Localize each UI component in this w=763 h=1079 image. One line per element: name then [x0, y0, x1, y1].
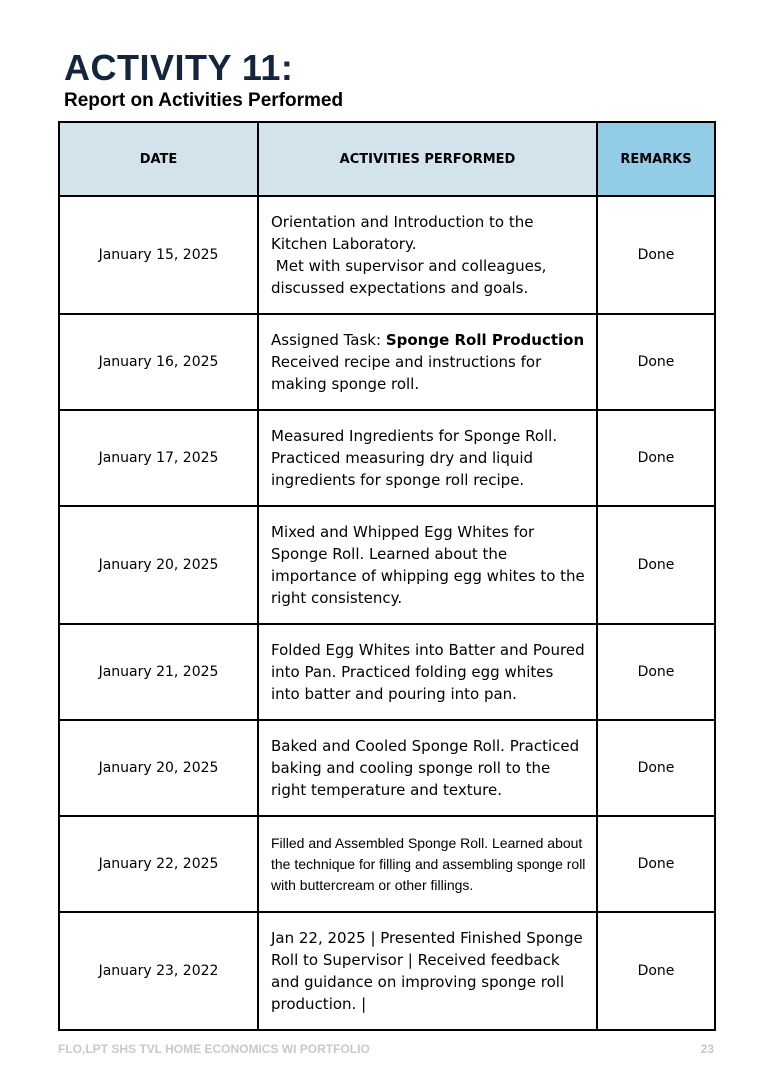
activity-cell [258, 720, 597, 816]
assigned-task-line [271, 329, 586, 351]
activity-text: Measured Ingredients for Sponge Roll. Practiced measuring dry and liquid ingredients for sponge roll recipe. [271, 427, 562, 489]
remarks-cell: Done [597, 912, 715, 1030]
date-cell: January 23, 2022 [59, 912, 258, 1030]
date-cell: January 16, 2025 [59, 314, 258, 410]
table-row [59, 410, 715, 506]
date-cell: January 20, 2025 [59, 506, 258, 624]
remarks-cell: Done [597, 720, 715, 816]
table-row [59, 314, 715, 410]
date-column-header: DATE [59, 122, 258, 196]
table-header-row [59, 122, 715, 196]
activity-cell [258, 816, 597, 912]
activity-text: Orientation and Introduction to the Kitchen Laboratory. [271, 213, 539, 253]
date-cell: January 22, 2025 [59, 816, 258, 912]
activity-cell [258, 196, 597, 314]
table-row [59, 720, 715, 816]
activity-text: Mixed and Whipped Egg Whites for Sponge Roll. Learned about the importance of whipping egg whites to the right consistency. [271, 523, 590, 607]
table-row [59, 506, 715, 624]
page-subtitle: Report on Activities Performed [64, 90, 344, 111]
activity-cell [258, 410, 597, 506]
page-title: ACTIVITY 11: [64, 47, 294, 88]
task-name: Sponge Roll Production [385, 331, 585, 349]
table-row [59, 624, 715, 720]
date-cell: January 17, 2025 [59, 410, 258, 506]
date-cell: January 21, 2025 [59, 624, 258, 720]
activities-table [58, 121, 716, 1031]
task-prefix: Assigned Task: [271, 331, 386, 349]
activity-text: Jan 22, 2025 | Presented Finished Sponge Roll to Supervisor | Received feedback and guidance on improving sponge roll production. | [271, 929, 588, 1013]
table-row [59, 196, 715, 314]
activity-cell [258, 912, 597, 1030]
activity-text: Met with supervisor and colleagues, discussed expectations and goals. [271, 257, 552, 297]
date-cell: January 15, 2025 [59, 196, 258, 314]
remarks-column-header: REMARKS [597, 122, 715, 196]
activity-text: Baked and Cooled Sponge Roll. Practiced baking and cooling sponge roll to the right temperature and texture. [271, 737, 584, 799]
table-row [59, 912, 715, 1030]
table-row [59, 816, 715, 912]
date-cell: January 20, 2025 [59, 720, 258, 816]
remarks-cell: Done [597, 624, 715, 720]
activity-text: Received recipe and instructions for making sponge roll. [271, 353, 547, 393]
remarks-cell: Done [597, 506, 715, 624]
activity-cell [258, 506, 597, 624]
activities-column-header: ACTIVITIES PERFORMED [258, 122, 597, 196]
activity-text: Filled and Assembled Sponge Roll. Learned about the technique for filling and assembling sponge roll with buttercream or other fillings. [271, 834, 590, 893]
page-number: 23 [700, 1042, 714, 1056]
remarks-cell: Done [597, 816, 715, 912]
remarks-cell: Done [597, 196, 715, 314]
activity-cell [258, 314, 597, 410]
activity-cell [258, 624, 597, 720]
activity-text: Folded Egg Whites into Batter and Poured into Pan. Practiced folding egg whites into batter and pouring into pan. [271, 641, 590, 703]
footer-portfolio-label: FLO,LPT SHS TVL HOME ECONOMICS WI PORTFOLIO [58, 1042, 370, 1056]
remarks-cell: Done [597, 410, 715, 506]
remarks-cell: Done [597, 314, 715, 410]
